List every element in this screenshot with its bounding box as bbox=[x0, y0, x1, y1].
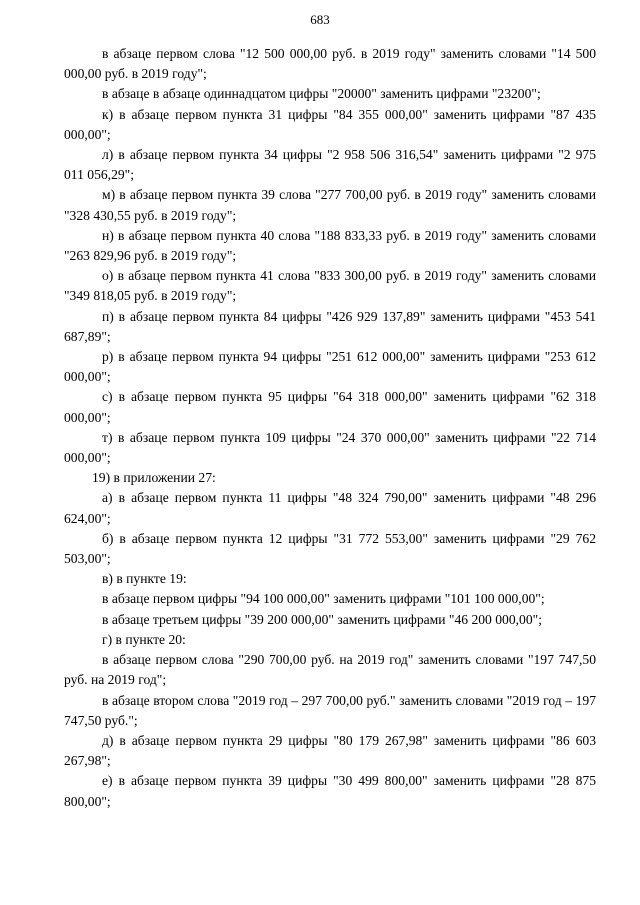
paragraph-item-s: с) в абзаце первом пункта 95 цифры "64 318 000,00" заменить цифрами "62 318 000,00"; bbox=[64, 389, 596, 425]
paragraph-item-a: а) в абзаце первом пункта 11 цифры "48 324 790,00" заменить цифрами "48 296 624,00"; bbox=[64, 490, 596, 526]
paragraph-item-e: е) в абзаце первом пункта 39 цифры "30 499 800,00" заменить цифрами "28 875 800,00"; bbox=[64, 773, 596, 809]
document-body bbox=[64, 44, 596, 812]
paragraph-item-n: н) в абзаце первом пункта 40 слова "188 833,33 руб. в 2019 году" заменить словами "263 829,96 руб. в 2019 году"; bbox=[64, 227, 596, 264]
paragraph-item-g-2: в абзаце втором слова "2019 год – 297 700,00 руб." заменить словами "2019 год – 197 747,50 руб."; bbox=[64, 692, 596, 728]
paragraph-item-g: г) в пункте 20: bbox=[102, 631, 186, 647]
paragraph-item-r: р) в абзаце первом пункта 94 цифры "251 612 000,00" заменить цифрами "253 612 000,00"; bbox=[64, 349, 596, 385]
paragraph-item-t: т) в абзаце первом пункта 109 цифры "24 370 000,00" заменить цифрами "22 714 000,00"; bbox=[64, 429, 596, 466]
paragraph-item-v: в) в пункте 19: bbox=[102, 571, 187, 587]
paragraph-item-v-1: в абзаце первом цифры "94 100 000,00" заменить цифрами "101 100 000,00"; bbox=[102, 591, 545, 607]
paragraph-item-v-2: в абзаце третьем цифры "39 200 000,00" заменить цифрами "46 200 000,00"; bbox=[102, 611, 542, 627]
paragraph-item-o: о) в абзаце первом пункта 41 слова "833 300,00 руб. в 2019 году" заменить словами "349 818,05 руб. в 2019 году"; bbox=[64, 268, 596, 304]
paragraph-item-m: м) в абзаце первом пункта 39 слова "277 700,00 руб. в 2019 году" заменить словами "328 430,55 руб. в 2019 году"; bbox=[64, 187, 596, 223]
paragraph-item-g-1: в абзаце первом слова "290 700,00 руб. на 2019 год" заменить словами "197 747,50 руб. на 2019 год"; bbox=[64, 652, 596, 688]
paragraph-item-b: б) в абзаце первом пункта 12 цифры "31 772 553,00" заменить цифрами "29 762 503,00"; bbox=[64, 530, 596, 567]
paragraph-item-p: п) в абзаце первом пункта 84 цифры "426 929 137,89" заменить цифрами "453 541 687,89"; bbox=[64, 308, 596, 344]
paragraph-item-d: д) в абзаце первом пункта 29 цифры "80 179 267,98" заменить цифрами "86 603 267,98"; bbox=[64, 732, 596, 769]
paragraph-item-l: л) в абзаце первом пункта 34 цифры "2 958 506 316,54" заменить цифрами "2 975 011 056,29"; bbox=[64, 147, 596, 183]
paragraph-item-k: к) в абзаце первом пункта 31 цифры "84 355 000,00" заменить цифрами "87 435 000,00"; bbox=[64, 106, 596, 142]
page-number: 683 bbox=[310, 12, 330, 27]
paragraph-1: в абзаце первом слова "12 500 000,00 руб. в 2019 году" заменить словами "14 500 000,00 руб. в 2019 году"; bbox=[64, 46, 596, 82]
paragraph-2: в абзаце в абзаце одиннадцатом цифры "20000" заменить цифрами "23200"; bbox=[102, 86, 541, 102]
paragraph-section-19: 19) в приложении 27: bbox=[92, 470, 216, 486]
